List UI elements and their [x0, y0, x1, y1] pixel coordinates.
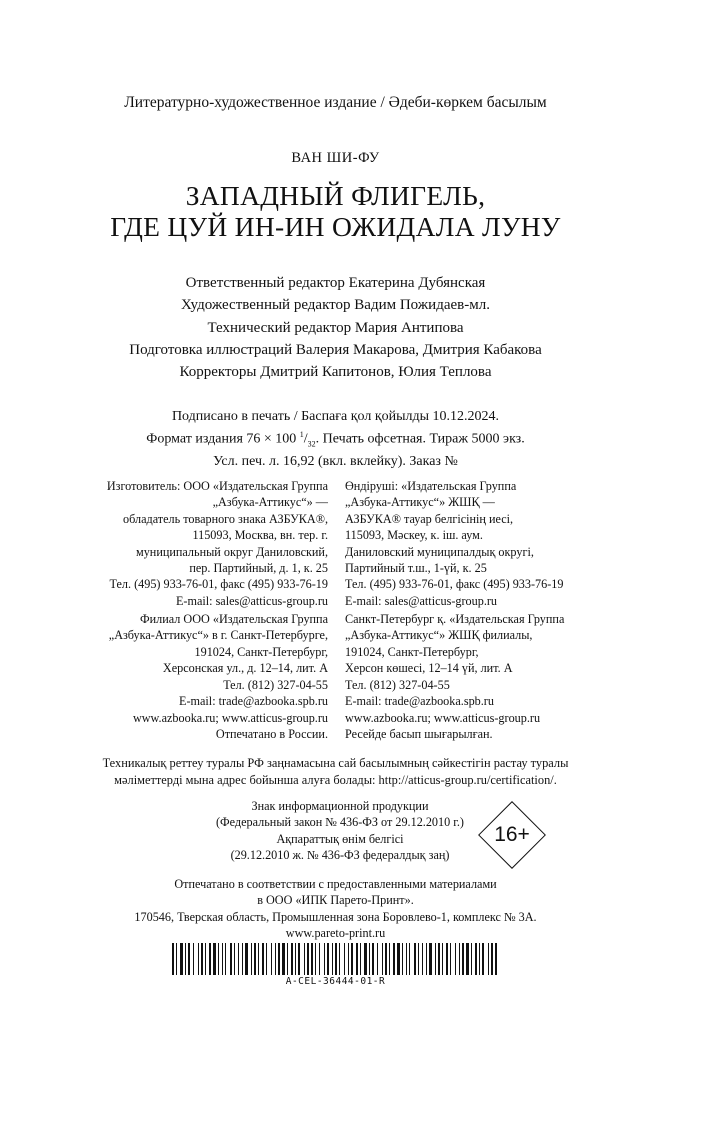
barcode-bar — [450, 943, 451, 975]
barcode-bar — [298, 943, 300, 975]
title-line-2: ГДЕ ЦУЙ ИН-ИН ОЖИДАЛА ЛУНУ — [110, 211, 561, 242]
barcode-bar — [471, 943, 472, 975]
barcode-bar — [360, 943, 361, 975]
text-line: 115093, Москва, вн. тер. г. — [192, 528, 328, 543]
text-line: E-mail: trade@azbooka.spb.ru — [179, 694, 328, 709]
barcode-bar — [344, 943, 345, 975]
format-fraction-denominator: 32 — [307, 439, 316, 449]
credit-line: Корректоры Дмитрий Капитонов, Юлия Теплова — [179, 364, 492, 381]
barcode-icon — [172, 943, 498, 975]
text-line: Ресейде басып шығарылған. — [345, 727, 493, 742]
barcode-bar — [479, 943, 480, 975]
text-line: www.azbooka.ru; www.atticus-group.ru — [345, 711, 541, 725]
barcode-bar — [218, 943, 219, 975]
barcode-bar — [462, 943, 464, 975]
barcode-bar — [459, 943, 460, 975]
barcode-bar — [176, 943, 177, 975]
barcode-bar — [251, 943, 252, 975]
barcode-bar — [234, 943, 235, 975]
barcode-bar — [446, 943, 448, 975]
printer-info — [0, 876, 671, 942]
barcode-bar — [291, 943, 293, 975]
text-line: „Азбука-Аттикус“» в г. Санкт-Петербурге, — [108, 628, 328, 643]
barcode-bar — [402, 943, 403, 975]
barcode-bar — [364, 943, 367, 975]
barcode-bar — [397, 943, 400, 975]
edition-type: Литературно-художественное издание / Әдеби-көркем басылым — [124, 94, 547, 111]
barcode-bar — [369, 943, 370, 975]
barcode-bar — [295, 943, 296, 975]
barcode-bar — [393, 943, 395, 975]
barcode-bar — [414, 943, 416, 975]
barcode-bar — [324, 943, 325, 975]
barcode-bar — [193, 943, 194, 975]
age-rating-label: 16+ — [494, 823, 530, 846]
text-line: муниципальный округ Даниловский, — [136, 544, 328, 559]
barcode-bar — [209, 943, 211, 975]
barcode-bar — [382, 943, 383, 975]
barcode-bar — [429, 943, 432, 975]
text-line: www.azbooka.ru; www.atticus-group.ru — [132, 711, 328, 725]
text-line: в ООО «ИПК Парето-Принт». — [257, 893, 414, 908]
barcode-bar — [435, 943, 436, 975]
text-line: Санкт-Петербург қ. «Издательская Группа — [345, 612, 565, 626]
text-line: „Азбука-Аттикус“» ЖШҚ — — [345, 495, 495, 510]
barcode-bar — [491, 943, 493, 975]
barcode-bar — [230, 943, 232, 975]
text-line: 191024, Санкт-Петербург, — [345, 644, 479, 659]
barcode-bar — [238, 943, 239, 975]
credit-line: Ответственный редактор Екатерина Дубянская — [185, 275, 486, 291]
barcode-bar — [282, 943, 285, 975]
barcode-bar — [188, 943, 190, 975]
barcode-bar — [271, 943, 272, 975]
barcode-bar — [266, 943, 267, 975]
barcode-bar — [348, 943, 349, 975]
book-title — [0, 180, 671, 242]
barcode-bar — [438, 943, 440, 975]
text-line: Знак информационной продукции — [251, 799, 429, 813]
text-line: Отпечатано в России. — [215, 727, 328, 742]
barcode-bar — [422, 943, 423, 975]
barcode-bar — [377, 943, 378, 975]
signed-line: Подписано в печать / Баспаға қол қойылды 10.12.2024. — [171, 409, 500, 424]
text-line: Отпечатано в соответствии с предоставленными материалами — [174, 877, 497, 891]
barcode-bar — [372, 943, 374, 975]
text-line: Техникалық реттеу туралы РФ заңнамасына сай басылымның сәйкестігін растау туралы — [102, 756, 569, 770]
text-line: Херсонская ул., д. 12–14, лит. А — [162, 661, 328, 676]
barcode-bar — [442, 943, 443, 975]
barcode-bar — [307, 943, 309, 975]
text-line: E-mail: trade@azbooka.spb.ru — [345, 694, 494, 709]
text-line: Тел. (495) 933-76-01, факс (495) 933-76-19 — [345, 577, 564, 592]
barcode-bar — [495, 943, 497, 975]
print-info — [0, 408, 671, 471]
barcode-bar — [385, 943, 387, 975]
barcode-bar — [311, 943, 313, 975]
barcode-bar — [332, 943, 333, 975]
text-line: Филиал ООО «Издательская Группа — [140, 612, 328, 626]
text-line: Даниловский муниципалдық округі, — [345, 544, 534, 559]
format-prefix: Формат издания 76 × 100 — [146, 431, 300, 447]
format-fraction-numerator: 1 — [299, 430, 304, 439]
text-line: 170546, Тверская область, Промышленная зона Боровлево-1, комплекс № 3А. — [134, 909, 537, 924]
barcode-bar — [180, 943, 183, 975]
barcode-bar — [304, 943, 305, 975]
barcode-bar — [262, 943, 264, 975]
barcode-bar — [213, 943, 216, 975]
web-ru — [60, 710, 328, 743]
barcode-bar — [482, 943, 484, 975]
web-kz — [345, 710, 645, 743]
text-line: Тел. (812) 327-04-55 — [223, 677, 328, 692]
barcode-bar — [327, 943, 329, 975]
text-line: Херсон көшесі, 12–14 үй, лит. А — [345, 661, 513, 676]
format-line: Формат издания 76 × 100 $^1/_{32}$. Печать офсетная. Тираж 5000 экз. — [146, 430, 525, 449]
text-line: „Азбука-Аттикус“» ЖШҚ филиалы, — [345, 628, 533, 643]
text-line: Тел. (812) 327-04-55 — [345, 677, 450, 692]
branch-ru — [60, 611, 328, 709]
sheets-line: Усл. печ. л. 16,92 (вкл. вклейку). Заказ № — [213, 454, 458, 470]
text-line: Өндіруші: «Издательская Группа — [345, 479, 517, 493]
barcode-bar — [466, 943, 469, 975]
text-line: (29.12.2010 ж. № 436-ФЗ федералдық заң) — [230, 847, 450, 862]
text-line: 191024, Санкт-Петербург, — [194, 644, 328, 659]
text-line: „Азбука-Аттикус“» — — [212, 495, 328, 510]
barcode-bar — [287, 943, 288, 975]
text-line: Ақпараттық өнім белгісі — [276, 831, 404, 846]
barcode-bar — [222, 943, 223, 975]
text-line: (Федеральный закон № 436-ФЗ от 29.12.2010 г.) — [216, 815, 464, 830]
barcode-bar — [258, 943, 259, 975]
barcode-bar — [335, 943, 337, 975]
text-line: www.pareto-print.ru — [285, 926, 386, 941]
barcode-bar — [488, 943, 489, 975]
title-line-1: ЗАПАДНЫЙ ФЛИГЕЛЬ, — [185, 180, 486, 211]
tech-regulation — [0, 755, 671, 788]
author-name: ВАН ШИ-ФУ — [291, 150, 380, 166]
credit-line: Технический редактор Мария Антипова — [207, 319, 464, 336]
barcode-bar — [319, 943, 320, 975]
branch-kz — [345, 611, 645, 709]
text-line: E-mail: sales@atticus-group.ru — [345, 593, 498, 608]
credits — [0, 272, 671, 383]
age-rating-badge — [474, 797, 550, 873]
credit-line: Художественный редактор Вадим Пожидаев-мл. — [181, 297, 490, 314]
barcode-bar — [409, 943, 410, 975]
text-line: АЗБУКА® тауар белгісінің иесі, — [345, 511, 514, 526]
info-product-sign — [150, 798, 530, 863]
barcode-bar — [475, 943, 477, 975]
barcode-bar — [185, 943, 186, 975]
text-line: Изготовитель: ООО «Издательская Группа — [106, 479, 328, 493]
barcode-bar — [278, 943, 280, 975]
barcode-bar — [455, 943, 456, 975]
text-line: Партийный т.ш., 1-үй, к. 25 — [345, 561, 487, 576]
manufacturer-kz — [345, 478, 645, 609]
text-line: мәліметтерді мына адрес бойынша алуға болады: http://atticus-group.ru/certification/. — [114, 772, 557, 787]
text-line: пер. Партийный, д. 1, к. 25 — [189, 561, 328, 576]
format-suffix: . Печать офсетная. Тираж 5000 экз. — [315, 431, 525, 447]
text-line: Тел. (495) 933-76-01, факс (495) 933-76-19 — [109, 577, 328, 592]
barcode-bar — [172, 943, 174, 975]
barcode-bar — [198, 943, 199, 975]
text-line: E-mail: sales@atticus-group.ru — [175, 593, 328, 608]
credit-line: Подготовка иллюстраций Валерия Макарова, Дмитрия Кабакова — [129, 341, 542, 358]
barcode-bar — [351, 943, 353, 975]
barcode-bar — [275, 943, 276, 975]
barcode-bar — [205, 943, 206, 975]
barcode-bar — [242, 943, 243, 975]
barcode-label: A-CEL-36444-01-R — [285, 976, 386, 987]
barcode-bar — [389, 943, 390, 975]
text-line: обладатель товарного знака АЗБУКА®, — [123, 511, 328, 526]
barcode-bar — [339, 943, 340, 975]
text-line: 115093, Мәскеу, к. іш. аум. — [345, 528, 483, 543]
barcode-bar — [426, 943, 427, 975]
barcode-bar — [406, 943, 407, 975]
barcode-bar — [245, 943, 248, 975]
barcode-bar — [315, 943, 316, 975]
barcode-bar — [418, 943, 419, 975]
barcode-bar — [254, 943, 256, 975]
barcode-bar — [356, 943, 358, 975]
manufacturer-ru — [60, 478, 328, 609]
barcode-bar — [201, 943, 203, 975]
barcode-bar — [225, 943, 226, 975]
